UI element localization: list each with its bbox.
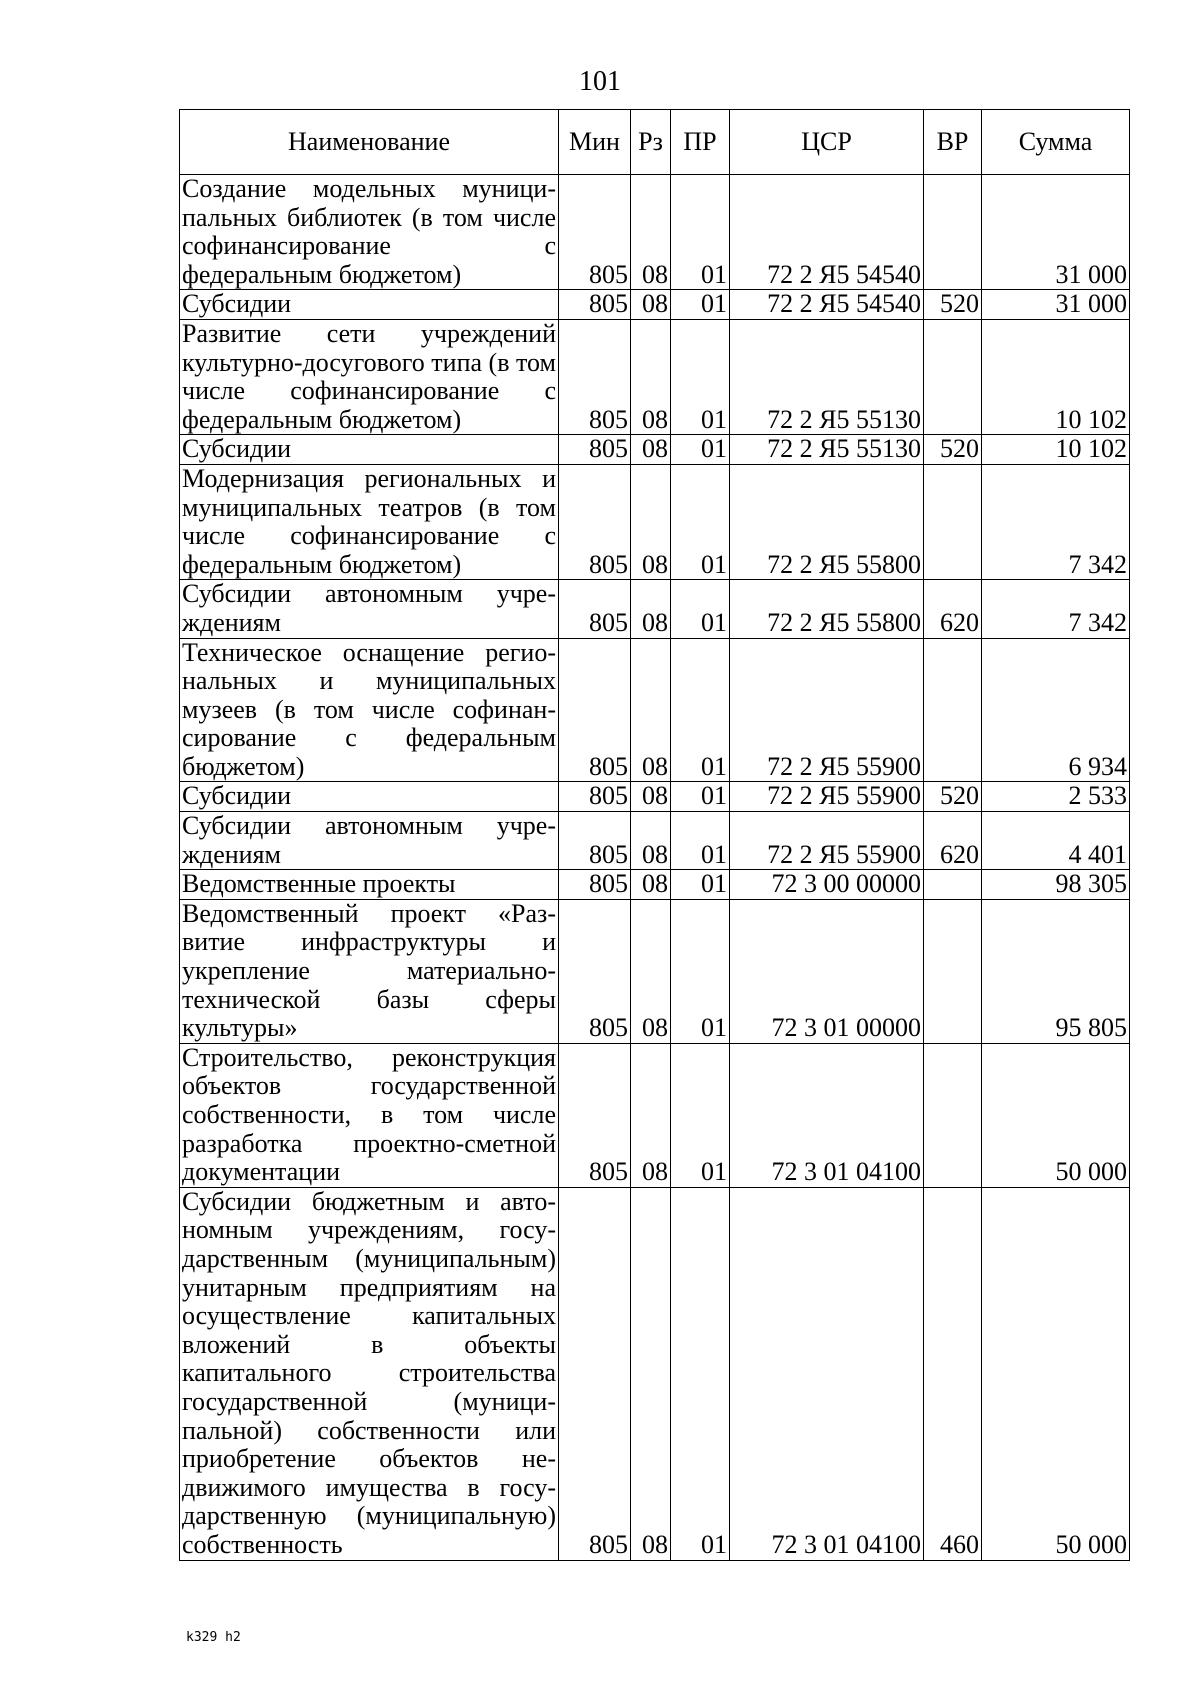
row-pr: 01 <box>671 580 730 638</box>
header-pr: ПР <box>671 110 730 175</box>
row-sum: 10 102 <box>982 319 1130 434</box>
row-sum: 4 401 <box>982 812 1130 870</box>
row-sum: 2 533 <box>982 782 1130 812</box>
row-rz: 08 <box>631 464 671 579</box>
table-row <box>180 435 1130 465</box>
table-row <box>180 812 1130 870</box>
header-vr: ВР <box>924 110 982 175</box>
row-csr: 72 3 01 04100 <box>730 1043 924 1187</box>
header-min: Мин <box>559 110 631 175</box>
row-name: Развитие сети учреждений культурно-досугового типа (в том числе софинансирование с федеральным бюджетом) <box>180 319 559 434</box>
row-csr: 72 2 Я5 55800 <box>730 464 924 579</box>
row-rz: 08 <box>631 580 671 638</box>
row-name: Модернизация региональных и муниципальных театров (в том числе софинансирование с федеральным бюджетом) <box>180 464 559 579</box>
row-csr: 72 2 Я5 55130 <box>730 435 924 465</box>
row-sum: 31 000 <box>982 290 1130 320</box>
row-vr <box>924 464 982 579</box>
row-min: 805 <box>559 782 631 812</box>
row-sum: 7 342 <box>982 580 1130 638</box>
row-sum: 50 000 <box>982 1187 1130 1560</box>
row-rz: 08 <box>631 638 671 782</box>
row-vr: 460 <box>924 1187 982 1560</box>
row-min: 805 <box>559 435 631 465</box>
row-pr: 01 <box>671 870 730 900</box>
row-csr: 72 3 01 00000 <box>730 899 924 1043</box>
row-name: Строительство, реконструкция объектов государственной собственности, в том числе разработка проектно-сметной документации <box>180 1043 559 1187</box>
row-min: 805 <box>559 812 631 870</box>
row-name: Создание модельных муниципальных библиотек (в том числе софинансирование с федеральным бюджетом) <box>180 175 559 290</box>
row-pr: 01 <box>671 319 730 434</box>
table-row <box>180 464 1130 579</box>
row-min: 805 <box>559 870 631 900</box>
header-rz: Рз <box>631 110 671 175</box>
row-pr: 01 <box>671 435 730 465</box>
row-sum: 10 102 <box>982 435 1130 465</box>
page-number: 101 <box>579 66 621 97</box>
row-csr: 72 2 Я5 55130 <box>730 319 924 434</box>
table-row <box>180 638 1130 782</box>
row-rz: 08 <box>631 175 671 290</box>
row-rz: 08 <box>631 290 671 320</box>
row-csr: 72 2 Я5 54540 <box>730 175 924 290</box>
row-name: Ведомственные проекты <box>180 870 559 900</box>
header-csr: ЦСР <box>730 110 924 175</box>
row-pr: 01 <box>671 782 730 812</box>
row-vr: 520 <box>924 782 982 812</box>
row-name: Субсидии <box>180 290 559 320</box>
row-rz: 08 <box>631 870 671 900</box>
row-sum: 6 934 <box>982 638 1130 782</box>
row-name: Субсидии <box>180 782 559 812</box>
table-row <box>180 870 1130 900</box>
row-pr: 01 <box>671 638 730 782</box>
row-name: Субсидии автономным учреждениям <box>180 812 559 870</box>
row-csr: 72 2 Я5 55800 <box>730 580 924 638</box>
row-vr <box>924 319 982 434</box>
row-csr: 72 2 Я5 54540 <box>730 290 924 320</box>
row-rz: 08 <box>631 435 671 465</box>
row-name: Субсидии бюджетным и автономным учреждениям, государственным (муниципальным) унитарным предприятиям на осуществление капитальных вложений в объекты капитального строительства государственной (муниципальной) собственности или приобретение объектов недвижимого имущества в государственную (муниципальную) собственность <box>180 1187 559 1560</box>
row-rz: 08 <box>631 319 671 434</box>
row-min: 805 <box>559 319 631 434</box>
row-min: 805 <box>559 1043 631 1187</box>
row-rz: 08 <box>631 782 671 812</box>
row-sum: 95 805 <box>982 899 1130 1043</box>
row-pr: 01 <box>671 1187 730 1560</box>
row-vr: 520 <box>924 290 982 320</box>
row-csr: 72 2 Я5 55900 <box>730 812 924 870</box>
row-name: Субсидии <box>180 435 559 465</box>
row-min: 805 <box>559 899 631 1043</box>
row-pr: 01 <box>671 899 730 1043</box>
row-vr <box>924 1043 982 1187</box>
table-row <box>180 899 1130 1043</box>
row-vr: 620 <box>924 812 982 870</box>
row-sum: 98 305 <box>982 870 1130 900</box>
row-vr <box>924 899 982 1043</box>
row-rz: 08 <box>631 899 671 1043</box>
row-min: 805 <box>559 175 631 290</box>
table-row <box>180 1187 1130 1560</box>
header-name: Наименование <box>180 110 559 175</box>
table-header-row <box>180 110 1130 175</box>
row-rz: 08 <box>631 1043 671 1187</box>
budget-table <box>179 109 1130 1561</box>
row-name: Ведомственный проект «Развитие инфраструктуры и укрепление материально-технической базы сферы культуры» <box>180 899 559 1043</box>
row-vr: 520 <box>924 435 982 465</box>
row-min: 805 <box>559 464 631 579</box>
footer-code: k329 h2 <box>186 1630 241 1645</box>
row-pr: 01 <box>671 290 730 320</box>
row-min: 805 <box>559 580 631 638</box>
table-row <box>180 175 1130 290</box>
row-min: 805 <box>559 290 631 320</box>
table-row <box>180 782 1130 812</box>
row-vr <box>924 175 982 290</box>
table-row <box>180 1043 1130 1187</box>
row-sum: 31 000 <box>982 175 1130 290</box>
row-pr: 01 <box>671 812 730 870</box>
row-sum: 7 342 <box>982 464 1130 579</box>
row-pr: 01 <box>671 175 730 290</box>
header-sum: Сумма <box>982 110 1130 175</box>
table-row <box>180 319 1130 434</box>
row-pr: 01 <box>671 1043 730 1187</box>
row-pr: 01 <box>671 464 730 579</box>
row-csr: 72 3 01 04100 <box>730 1187 924 1560</box>
row-vr <box>924 870 982 900</box>
table-row <box>180 580 1130 638</box>
row-name: Субсидии автономным учреждениям <box>180 580 559 638</box>
row-min: 805 <box>559 1187 631 1560</box>
table-row <box>180 290 1130 320</box>
row-vr: 620 <box>924 580 982 638</box>
row-csr: 72 2 Я5 55900 <box>730 638 924 782</box>
row-vr <box>924 638 982 782</box>
row-csr: 72 3 00 00000 <box>730 870 924 900</box>
row-rz: 08 <box>631 812 671 870</box>
row-csr: 72 2 Я5 55900 <box>730 782 924 812</box>
row-sum: 50 000 <box>982 1043 1130 1187</box>
row-name: Техническое оснащение региональных и муниципальных музеев (в том числе софинансирование с федеральным бюджетом) <box>180 638 559 782</box>
row-rz: 08 <box>631 1187 671 1560</box>
row-min: 805 <box>559 638 631 782</box>
